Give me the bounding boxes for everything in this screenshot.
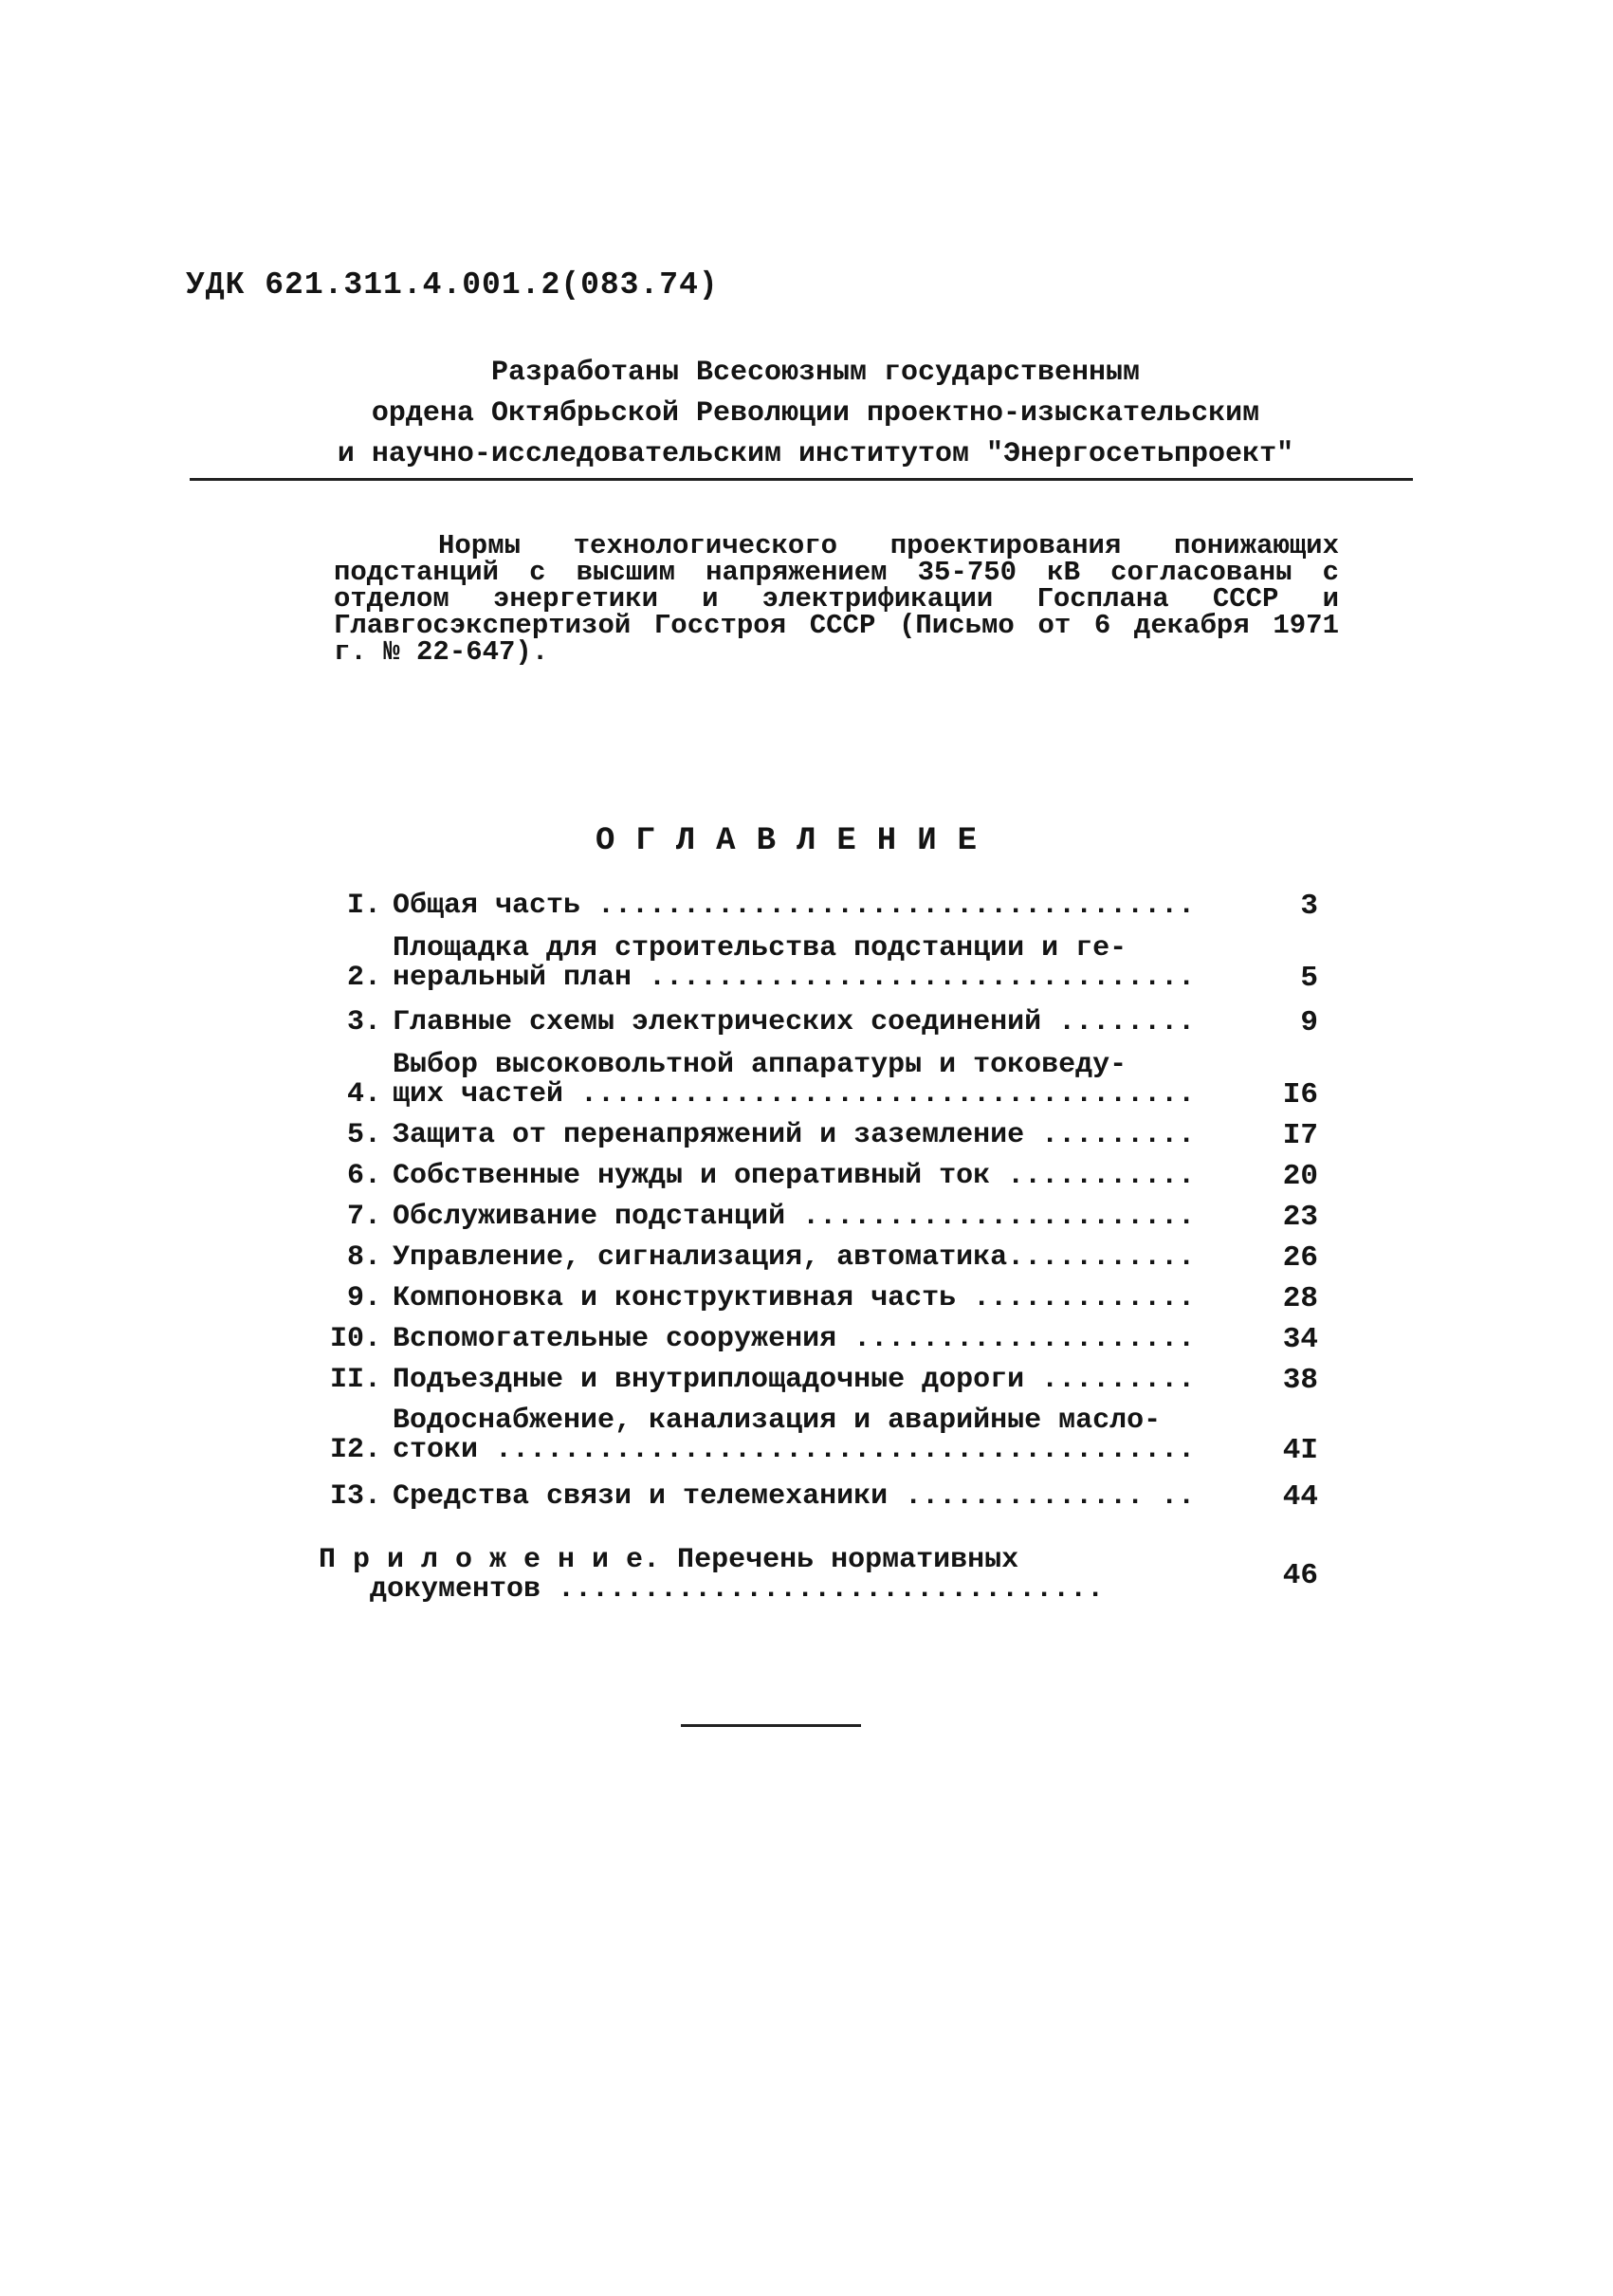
toc-item-title <box>393 1366 1257 1395</box>
toc-item <box>313 1406 1318 1465</box>
toc-appendix <box>319 1546 1318 1605</box>
toc-item-number: 5. <box>346 1119 381 1151</box>
toc-item-page: 38 <box>1282 1364 1318 1397</box>
developer-line: ордена Октябрьской Революции проектно-изыскательским <box>371 397 1260 430</box>
toc-item-page: 23 <box>1282 1201 1318 1234</box>
toc-appendix-page: 46 <box>1282 1558 1318 1592</box>
toc-item-page: 4I <box>1282 1434 1318 1467</box>
toc-item-page: I7 <box>1282 1119 1318 1152</box>
toc-item-number: 8. <box>346 1241 381 1274</box>
toc-item <box>313 1284 1318 1313</box>
toc-item-title-line: Обслуживание подстанций ....................... <box>393 1201 1196 1233</box>
toc-item <box>313 1121 1318 1150</box>
toc-item-page: 20 <box>1282 1160 1318 1193</box>
toc-item-title <box>393 1008 1257 1038</box>
toc-item-title <box>393 934 1257 993</box>
toc-appendix-line: документов ................................ <box>319 1573 1105 1606</box>
toc-item-title-line: стоки ......................................... <box>393 1434 1196 1466</box>
toc-item-number: 2. <box>346 962 381 994</box>
toc-item-title-line: Подъездные и внутриплощадочные дороги ......... <box>393 1364 1196 1396</box>
toc-item-title-line: Водоснабжение, канализация и аварийные масло- <box>393 1405 1162 1437</box>
toc-item-page: 9 <box>1300 1006 1318 1039</box>
toc-heading: ОГЛАВЛЕНИЕ <box>595 823 999 859</box>
toc-item-title <box>393 1203 1257 1232</box>
toc-item-number: 7. <box>346 1201 381 1233</box>
toc-item-page: 26 <box>1282 1241 1318 1275</box>
toc-item-number: 3. <box>346 1006 381 1038</box>
toc-item-title <box>393 1051 1257 1110</box>
toc-item-title-line: Выбор высоковольтной аппаратуры и токоведу- <box>393 1049 1127 1081</box>
toc-item-number: 4. <box>346 1078 381 1111</box>
toc-item <box>313 1051 1318 1110</box>
developer-line: и научно-исследовательским институтом "Энергосетьпроект" <box>337 438 1294 470</box>
toc-item-title <box>393 1243 1257 1273</box>
toc-item <box>313 1366 1318 1395</box>
toc-item-title <box>393 891 1257 921</box>
toc-item-number: I3. <box>329 1480 381 1513</box>
toc-item-number: II. <box>329 1364 381 1396</box>
toc-item-title-line: Собственные нужды и оперативный ток ........... <box>393 1160 1196 1192</box>
toc-item-number: 6. <box>346 1160 381 1192</box>
approval-note: Нормы технологического проектирования понижающих подстанций с высшим напряжением 35-750 кВ согласованы с отделом энергетики и электрификации Госплана СССР и Главгосэкспертизой Госстроя СССР (Письмо от 6 декабря 1971 г. № 22-647). <box>334 530 1339 668</box>
toc-item-title-line: Вспомогательные сооружения .................... <box>393 1323 1196 1355</box>
toc-item-page: 3 <box>1300 890 1318 923</box>
toc-item-title <box>393 1325 1257 1354</box>
toc-item-page: I6 <box>1282 1078 1318 1111</box>
toc-appendix-line: П р и л о ж е н и е. Перечень нормативных <box>319 1544 1019 1576</box>
developer-statement <box>237 353 1394 475</box>
toc-item-title-line: Управление, сигнализация, автоматика........... <box>393 1241 1196 1274</box>
toc-item <box>313 1008 1318 1038</box>
horizontal-rule <box>190 478 1413 481</box>
toc-item-title <box>393 1406 1257 1465</box>
toc-item-title-line: Главные схемы электрических соединений ........ <box>393 1006 1196 1038</box>
developer-line: Разработаны Всесоюзным государственным <box>490 357 1141 389</box>
toc-item <box>313 1482 1318 1512</box>
toc-item-number: I2. <box>329 1434 381 1466</box>
toc-item-title-line: Защита от перенапряжений и заземление ......... <box>393 1119 1196 1151</box>
toc-item-number: 9. <box>346 1282 381 1314</box>
toc-item <box>313 1203 1318 1232</box>
closing-rule <box>681 1724 861 1727</box>
toc-item-number: I0. <box>329 1323 381 1355</box>
toc-item-title-line: Площадка для строительства подстанции и ге- <box>393 932 1127 964</box>
toc-item-page: 5 <box>1300 962 1318 995</box>
toc-item <box>313 891 1318 921</box>
toc-item-title-line: Общая часть ................................... <box>393 890 1196 922</box>
toc-item-page: 44 <box>1282 1480 1318 1514</box>
toc-appendix-title <box>319 1546 1257 1605</box>
toc-item-title-line: неральный план ................................ <box>393 962 1196 994</box>
toc-item-page: 34 <box>1282 1323 1318 1356</box>
toc-item <box>313 1325 1318 1354</box>
toc-item <box>313 1162 1318 1191</box>
toc-item-title <box>393 1284 1257 1313</box>
toc-item-page: 28 <box>1282 1282 1318 1315</box>
udc-code: УДК 621.311.4.001.2(083.74) <box>186 267 719 303</box>
toc-item <box>313 1243 1318 1273</box>
toc-item-title <box>393 1121 1257 1150</box>
toc-item-title <box>393 1482 1257 1512</box>
table-of-contents <box>313 880 1318 1605</box>
toc-item-title <box>393 1162 1257 1191</box>
toc-item-title-line: Средства связи и телемеханики .............. .. <box>393 1480 1196 1513</box>
toc-item-number: I. <box>346 890 381 922</box>
toc-item-title-line: Компоновка и конструктивная часть ............. <box>393 1282 1196 1314</box>
toc-item <box>313 934 1318 993</box>
toc-item-title-line: щих частей .................................... <box>393 1078 1196 1111</box>
